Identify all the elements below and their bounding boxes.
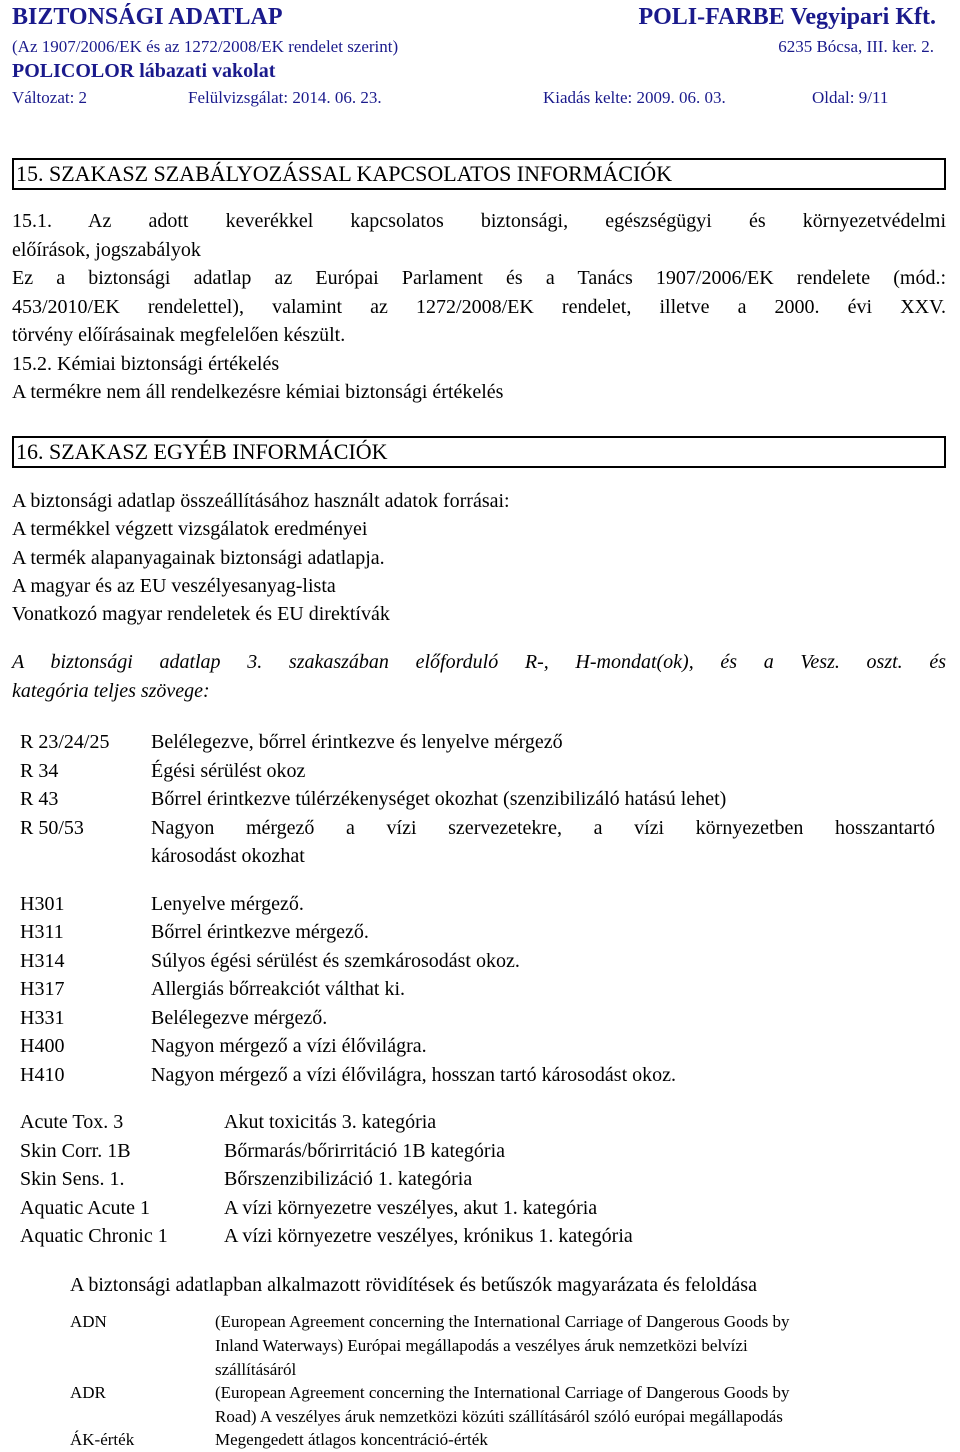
r-phrase-code: R 43 — [20, 788, 59, 810]
h-phrase-text: Nagyon mérgező a vízi élővilágra, hosszan tartó károsodást okoz. — [151, 1064, 677, 1086]
doc-title: BIZTONSÁGI ADATLAP — [12, 4, 283, 30]
hazard-class-text: A vízi környezetre veszélyes, akut 1. kategória — [224, 1197, 598, 1219]
regulation-text-line: Ez a biztonsági adatlap az Európai Parlament és a Tanács 1907/2006/EK rendelete (mód.: — [12, 267, 946, 289]
r-phrase-text-cont: károsodást okozhat — [151, 845, 305, 867]
regulation-text-line: 453/2010/EK rendelettel), valamint az 1272/2008/EK rendelet, illetve a 2000. évi XXV. — [12, 296, 946, 318]
revision-date: Felülvizsgálat: 2014. 06. 23. — [188, 88, 382, 107]
fulltext-heading-cont: kategória teljes szövege: — [12, 680, 210, 702]
h-phrase-code: H311 — [20, 921, 64, 943]
h-phrase-text: Bőrrel érintkezve mérgező. — [151, 921, 369, 943]
h-phrase-text: Lenyelve mérgező. — [151, 893, 304, 915]
section-15-2-body: A termékre nem áll rendelkezésre kémiai biztonsági értékelés — [12, 381, 504, 403]
abbreviation-text: (European Agreement concerning the International Carriage of Dangerous Goods by — [215, 1312, 790, 1331]
r-phrase-code: R 23/24/25 — [20, 731, 110, 753]
fulltext-heading: A biztonsági adatlap 3. szakaszában előforduló R-, H-mondat(ok), és a Vesz. oszt. és — [12, 651, 946, 673]
h-phrase-code: H317 — [20, 978, 65, 1000]
regulation-text-line: törvény előírásainak megfelelően készült. — [12, 324, 346, 346]
hazard-class-text: Bőrszenzibilizáció 1. kategória — [224, 1168, 473, 1190]
h-phrase-code: H331 — [20, 1007, 65, 1029]
regulation-note: (Az 1907/2006/EK és az 1272/2008/EK rendelet szerint) — [12, 37, 399, 56]
r-phrase-text: Nagyon mérgező a vízi szervezetekre, a vízi környezetben hosszantartó — [151, 817, 935, 839]
section-15-1-title-cont: előírások, jogszabályok — [12, 239, 201, 261]
hazard-class-code: Acute Tox. 3 — [20, 1111, 124, 1133]
abbreviation-text: Megengedett átlagos koncentráció-érték — [215, 1430, 488, 1449]
source-line: A termékkel végzett vizsgálatok eredményei — [12, 518, 368, 540]
r-phrase-code: R 50/53 — [20, 817, 84, 839]
version: Változat: 2 — [12, 88, 88, 107]
hazard-class-text: Akut toxicitás 3. kategória — [224, 1111, 437, 1133]
hazard-class-code: Skin Corr. 1B — [20, 1140, 131, 1162]
page-number: Oldal: 9/11 — [812, 88, 889, 107]
abbreviations-heading: A biztonsági adatlapban alkalmazott rövidítések és betűszók magyarázata és feloldása — [70, 1274, 757, 1296]
abbreviation-text: (European Agreement concerning the International Carriage of Dangerous Goods by — [215, 1383, 790, 1402]
hazard-class-text: A vízi környezetre veszélyes, krónikus 1. kategória — [224, 1225, 633, 1247]
h-phrase-text: Belélegezve mérgező. — [151, 1007, 328, 1029]
source-line: Vonatkozó magyar rendeletek és EU direktívák — [12, 603, 390, 625]
h-phrase-code: H314 — [20, 950, 65, 972]
h-phrase-text: Allergiás bőrreakciót válthat ki. — [151, 978, 405, 1000]
h-phrase-text: Súlyos égési sérülést és szemkárosodást okoz. — [151, 950, 520, 972]
r-phrase-text: Égési sérülést okoz — [151, 760, 306, 782]
h-phrase-code: H400 — [20, 1035, 65, 1057]
section-15-2-title: 15.2. Kémiai biztonsági értékelés — [12, 353, 280, 375]
company-address: 6235 Bócsa, III. ker. 2. — [778, 37, 934, 56]
h-phrase-text: Nagyon mérgező a vízi élővilágra. — [151, 1035, 427, 1057]
source-line: A biztonsági adatlap összeállításához használt adatok forrásai: — [12, 490, 510, 512]
abbreviation-text: szállításáról — [215, 1360, 297, 1379]
hazard-class-text: Bőrmarás/bőrirritáció 1B kategória — [224, 1140, 506, 1162]
hazard-class-code: Aquatic Acute 1 — [20, 1197, 150, 1219]
source-line: A magyar és az EU veszélyesanyag-lista — [12, 575, 336, 597]
source-line: A termék alapanyagainak biztonsági adatlapja. — [12, 547, 385, 569]
h-phrase-code: H301 — [20, 893, 65, 915]
h-phrase-code: H410 — [20, 1064, 65, 1086]
issue-date: Kiadás kelte: 2009. 06. 03. — [543, 88, 726, 107]
abbreviation-code: ADN — [70, 1312, 107, 1331]
section-15-1-title: 15.1. Az adott keverékkel kapcsolatos biztonsági, egészségügyi és környezetvédelmi — [12, 210, 946, 232]
r-phrase-text: Bőrrel érintkezve túlérzékenységet okozhat (szenzibilizáló hatású lehet) — [151, 788, 727, 810]
company-name: POLI-FARBE Vegyipari Kft. — [638, 4, 936, 30]
abbreviation-text: Road) A veszélyes áruk nemzetközi közúti szállításáról szóló európai megállapodás — [215, 1407, 783, 1426]
hazard-class-code: Aquatic Chronic 1 — [20, 1225, 168, 1247]
r-phrase-code: R 34 — [20, 760, 59, 782]
r-phrase-text: Belélegezve, bőrrel érintkezve és lenyelve mérgező — [151, 731, 563, 753]
abbreviation-code: ADR — [70, 1383, 106, 1402]
product-name: POLICOLOR lábazati vakolat — [12, 60, 276, 82]
section-16-title: 16. SZAKASZ EGYÉB INFORMÁCIÓK — [12, 436, 946, 468]
abbreviation-code: ÁK-érték — [70, 1430, 135, 1449]
section-15-title: 15. SZAKASZ SZABÁLYOZÁSSAL KAPCSOLATOS INFORMÁCIÓK — [12, 158, 946, 190]
hazard-class-code: Skin Sens. 1. — [20, 1168, 125, 1190]
abbreviation-text: Inland Waterways) Európai megállapodás a veszélyes áruk nemzetközi belvízi — [215, 1336, 748, 1355]
